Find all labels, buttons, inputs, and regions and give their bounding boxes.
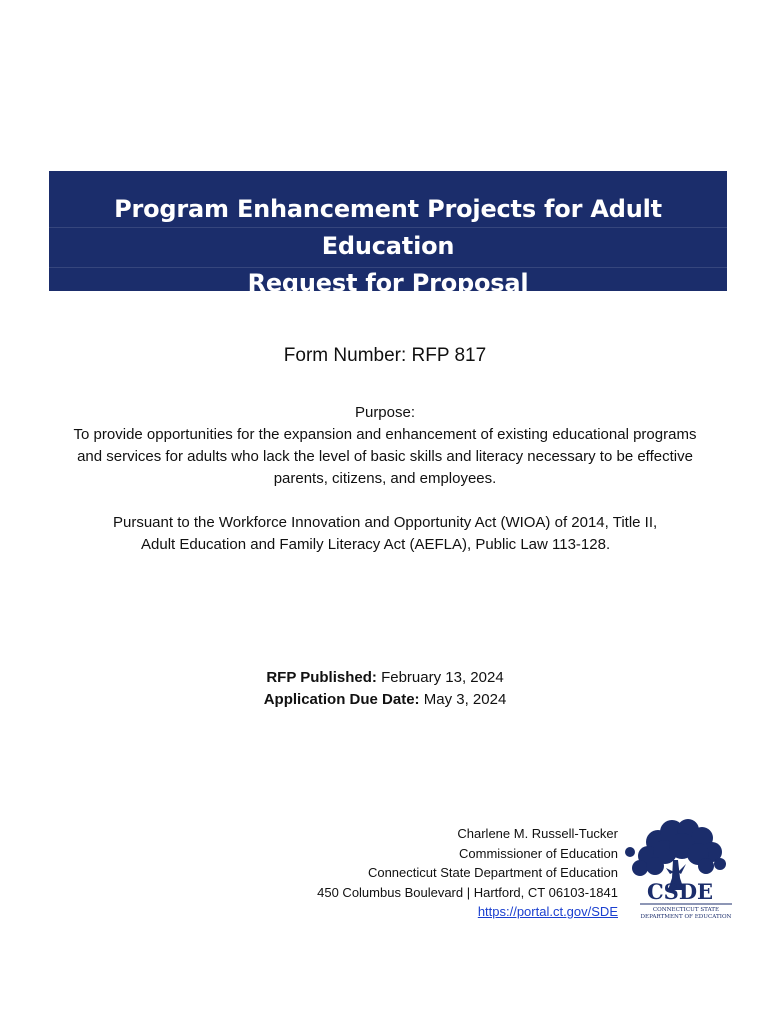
- published-value: February 13, 2024: [381, 669, 504, 686]
- form-number: Form Number: RFP 817: [283, 345, 487, 366]
- commissioner-name: Charlene M. Russell-Tucker: [457, 826, 618, 841]
- department-address: 450 Columbus Boulevard | Hartford, CT 06103-1841: [317, 884, 618, 900]
- logo-abbreviation: CSDE: [646, 879, 714, 904]
- due-label: Application Due Date:: [263, 691, 420, 708]
- logo-line1: CONNECTICUT STATE: [652, 907, 720, 913]
- logo-line2: DEPARTMENT OF EDUCATION: [640, 914, 732, 920]
- title-banner: [49, 171, 727, 297]
- csde-logo: [620, 818, 735, 922]
- due-date: [0, 689, 770, 711]
- document-title-line2: Request for Proposal: [247, 269, 529, 297]
- pursuant-line2: Adult Education and Family Literacy Act (AEFLA), Public Law 113-128.: [141, 536, 611, 553]
- pursuant-statement: [100, 512, 730, 556]
- pursuant-line1: Pursuant to the Workforce Innovation and Opportunity Act (WIOA) of 2014, Title II,: [113, 514, 658, 531]
- purpose-section: [0, 402, 770, 490]
- department-name: Connecticut State Department of Education: [367, 865, 618, 880]
- department-link[interactable]: https://portal.ct.gov/SDE: [477, 904, 618, 919]
- commissioner-title: Commissioner of Education: [459, 845, 618, 861]
- dates-section: [0, 667, 770, 711]
- contact-block: [317, 824, 618, 922]
- published-label: RFP Published:: [266, 669, 377, 686]
- published-date: [0, 667, 770, 689]
- purpose-text: To provide opportunities for the expansion and enhancement of existing educational programs and services for adults who lack the level of basic skills and literacy necessary to be effective parents, citizens, and employees.: [73, 426, 697, 487]
- document-title-line1: Program Enhancement Projects for Adult Education: [114, 195, 662, 260]
- purpose-heading: Purpose:: [354, 404, 416, 421]
- due-value: May 3, 2024: [423, 691, 507, 708]
